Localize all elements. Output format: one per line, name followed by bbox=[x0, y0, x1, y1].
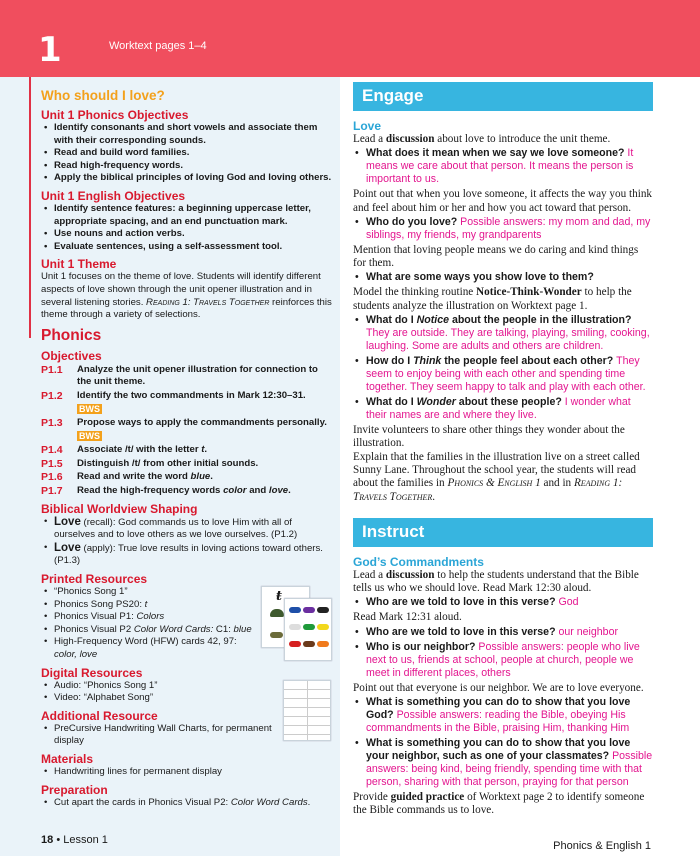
text-run: . bbox=[210, 471, 213, 483]
text-run: our neighbor bbox=[558, 625, 618, 638]
text-run: (apply): True love results in loving actions toward others. (P1.3) bbox=[54, 542, 323, 567]
text-run: Apply the biblical principles of loving God and loving others. bbox=[54, 172, 332, 184]
text-run: Lead a bbox=[353, 568, 386, 581]
text-run: blue bbox=[190, 471, 211, 483]
text-run: Invite volunteers to share other things they wonder about the illustration. bbox=[353, 424, 625, 450]
text-run: Who are we told to love in this verse? bbox=[366, 625, 559, 638]
objective-item bbox=[41, 417, 333, 443]
text-run: High-Frequency Word (HFW) cards 42, 97: bbox=[54, 636, 237, 648]
objective-code: P1.3 bbox=[41, 417, 63, 430]
objective-code: P1.1 bbox=[41, 363, 63, 376]
text-run: of Worktext page 2 to identify someone the Bible commands us to love. bbox=[353, 791, 645, 817]
text-run: Reading 1: Travels Together bbox=[353, 477, 623, 503]
section-heading: Unit 1 Theme bbox=[41, 257, 117, 272]
paragraph bbox=[353, 451, 653, 504]
text-run: Phonics Visual P2 bbox=[54, 623, 134, 635]
section-heading: Preparation bbox=[41, 782, 108, 797]
text-run: Possible answers: being kind, being friendly, spending time with that person, sharing with that person, praying for that person bbox=[366, 750, 653, 789]
list-item bbox=[41, 542, 333, 568]
list-item bbox=[41, 147, 333, 160]
list-item bbox=[41, 228, 333, 241]
text-run: They seem to enjoy being with each other and spending time together. They seem happy to talk and play with each other. bbox=[366, 355, 646, 394]
bullet-list bbox=[353, 314, 653, 422]
objective-text bbox=[77, 485, 291, 498]
list-item bbox=[41, 692, 333, 705]
text-run: Provide bbox=[353, 791, 391, 804]
list-item bbox=[353, 216, 653, 242]
text-run: Mention that loving people means we do caring and kind things for them. bbox=[353, 243, 639, 270]
text-run: Possible answers: reading the Bible, obeying His commandments in the Bible, praising Him, thanking Him bbox=[366, 709, 630, 735]
text-run: PreCursive Handwriting Wall Charts, for permanent display bbox=[54, 722, 272, 747]
list-item bbox=[41, 516, 333, 542]
objective-text bbox=[77, 444, 207, 457]
list-item bbox=[41, 122, 333, 147]
text-run: . bbox=[204, 444, 208, 456]
bullet-list bbox=[41, 122, 333, 185]
text-run: C1: bbox=[213, 623, 234, 635]
text-run: Identify consonants and short vowels and associate them with their corresponding sounds. bbox=[54, 122, 318, 146]
text-run: . bbox=[432, 490, 436, 503]
section-heading: God’s Commandments bbox=[353, 554, 484, 569]
text-run: Point out that everyone is our neighbor. We are to love everyone. bbox=[353, 681, 644, 694]
text-run: about love to introduce the unit theme. bbox=[434, 133, 611, 145]
text-run: Who is our neighbor? bbox=[366, 640, 479, 653]
list-item bbox=[41, 241, 333, 254]
text-run: reinforces this theme through a variety of selections. bbox=[41, 296, 332, 321]
list-item bbox=[353, 314, 653, 353]
section-banner: Engage bbox=[353, 82, 653, 111]
text-run: color, love bbox=[54, 649, 98, 660]
bullet-list bbox=[41, 680, 333, 705]
section-heading: Biblical Worldview Shaping bbox=[41, 501, 198, 516]
text-run: to help the students understand that the Bible tells us who we should love. Read Mark 12:30 aloud. bbox=[353, 568, 639, 595]
text-run: . bbox=[307, 796, 311, 808]
text-run: the people feel about each other? bbox=[441, 355, 617, 368]
bullet-list bbox=[41, 586, 333, 662]
text-run: and in bbox=[540, 477, 574, 490]
text-run: love bbox=[268, 485, 289, 497]
list-item bbox=[41, 203, 333, 228]
text-run: Point out that when you love someone, it affects the way you think and feel about him or her and how you act toward that person. bbox=[353, 188, 653, 214]
text-run: “Phonics Song 1” bbox=[54, 586, 128, 598]
text-run: Color Word Cards bbox=[230, 796, 308, 808]
bullet-list bbox=[353, 626, 653, 680]
bullet-list bbox=[41, 766, 333, 779]
list-item bbox=[353, 396, 653, 422]
bullet-list bbox=[353, 147, 653, 186]
text-run: guided practice bbox=[390, 791, 465, 804]
text-run: about the people in the illustration? bbox=[449, 314, 632, 327]
text-run: God bbox=[558, 596, 579, 609]
unit-header bbox=[0, 0, 700, 77]
text-run: Unit 1 focuses on the theme of love. Students will identify different aspects of love shown through the unit opener illustration and in several listening stories. bbox=[41, 271, 321, 308]
list-item bbox=[41, 680, 333, 693]
paragraph bbox=[353, 188, 653, 215]
text-run: Identify the two commandments in Mark 12:30–31. bbox=[77, 389, 306, 401]
section-heading: Additional Resource bbox=[41, 708, 158, 723]
list-item bbox=[353, 737, 653, 789]
footer-left bbox=[41, 833, 333, 847]
objective-text bbox=[77, 364, 333, 389]
text-run: t bbox=[201, 444, 205, 456]
text-run: How do I bbox=[366, 355, 414, 368]
text-run: What are some ways you show love to them? bbox=[366, 271, 594, 284]
text-run: Identify sentence features: a beginning uppercase letter, appropriate spacing, and an end punctuation mark. bbox=[54, 202, 311, 227]
text-run: BWS bbox=[79, 403, 100, 414]
spacer bbox=[353, 504, 653, 518]
text-run: Explain that the families in the illustration live on a street called Sunny Lane. Throughout the school year, the students will read about the families in bbox=[353, 450, 640, 490]
paragraph bbox=[353, 286, 653, 313]
text-run: Phonics Song PS20: bbox=[54, 598, 145, 610]
text-run: Handwriting lines for permanent display bbox=[54, 765, 222, 777]
text-run: Read the high-frequency words bbox=[77, 485, 224, 497]
paragraph bbox=[353, 133, 653, 146]
objective-text bbox=[77, 390, 333, 416]
paragraph bbox=[41, 271, 333, 321]
list-item bbox=[353, 696, 653, 735]
letter-t-glyph: ŧ bbox=[276, 589, 283, 605]
text-run: t bbox=[144, 598, 148, 610]
list-item bbox=[41, 611, 333, 624]
list-item bbox=[41, 586, 333, 599]
text-run: Distinguish /t/ from other initial sounds. bbox=[77, 457, 259, 469]
objective-text bbox=[77, 458, 258, 471]
bullet-list bbox=[353, 271, 653, 284]
list-item bbox=[353, 147, 653, 186]
text-run: blue bbox=[233, 623, 252, 635]
footer-separator: • bbox=[56, 834, 61, 847]
list-item bbox=[41, 172, 333, 185]
text-run: Love bbox=[54, 541, 81, 554]
list-item bbox=[41, 636, 333, 661]
bullet-list bbox=[41, 797, 333, 810]
list-item bbox=[353, 271, 653, 284]
paragraph bbox=[353, 569, 653, 596]
text-run: What is something you can do to show that you love your neighbor, such as one of your classmates? bbox=[366, 737, 631, 763]
objective-code: P1.4 bbox=[41, 444, 63, 457]
text-run: Read Mark 12:31 aloud. bbox=[353, 611, 462, 624]
list-item bbox=[41, 160, 333, 173]
unit-number: 1 bbox=[38, 30, 62, 70]
text-run: (recall): God commands us to love Him with all of ourselves and to love others as we love ourselves. (P1.2) bbox=[54, 516, 298, 541]
bullet-list bbox=[353, 696, 653, 789]
text-run: Think bbox=[413, 355, 442, 368]
text-run: What does it mean when we say we love someone? bbox=[366, 147, 628, 160]
text-run: Possible answers: people who live next to us, friends at school, people at church, people we meet in different places, others bbox=[366, 640, 640, 679]
text-run: Evaluate sentences, using a self-assessment tool. bbox=[54, 240, 283, 252]
paragraph bbox=[353, 424, 653, 451]
list-item bbox=[353, 626, 653, 639]
list-item bbox=[353, 596, 653, 609]
bullet-list bbox=[353, 216, 653, 242]
text-run: What do I bbox=[366, 396, 417, 409]
list-item bbox=[41, 797, 333, 810]
bullet-list bbox=[353, 596, 653, 609]
text-run: Cut apart the cards in Phonics Visual P2: bbox=[54, 796, 231, 808]
section-heading: Unit 1 English Objectives bbox=[41, 188, 186, 203]
lesson-content bbox=[353, 82, 653, 852]
section-heading: Digital Resources bbox=[41, 665, 143, 680]
paragraph bbox=[353, 791, 653, 818]
text-run: Who are we told to love in this verse? bbox=[366, 596, 559, 609]
text-run: Read and build word families. bbox=[54, 147, 190, 159]
text-run: discussion bbox=[385, 568, 435, 581]
objective-code: P1.7 bbox=[41, 485, 63, 498]
text-run: Phonics & English 1 bbox=[447, 477, 541, 490]
section-banner: Instruct bbox=[353, 518, 653, 547]
text-run: It means we care about that person. It means the person is important to us. bbox=[366, 147, 634, 186]
objective-item bbox=[41, 444, 333, 457]
text-run: Love bbox=[54, 515, 81, 528]
list-item bbox=[353, 641, 653, 680]
bullet-list bbox=[41, 516, 333, 568]
lesson-overview bbox=[41, 88, 333, 847]
text-run: They are outside. They are talking, playing, smiling, cooking, laughing. Some are adults and others are children. bbox=[366, 327, 650, 353]
text-run: Color Word Cards: bbox=[133, 623, 214, 635]
lesson-label: Lesson 1 bbox=[63, 834, 108, 847]
objective-text bbox=[77, 471, 213, 484]
objective-item bbox=[41, 364, 333, 389]
paragraph bbox=[353, 244, 653, 271]
text-run: What do I bbox=[366, 314, 417, 327]
objective-item bbox=[41, 485, 333, 498]
objective-code: P1.6 bbox=[41, 471, 63, 484]
divider bbox=[29, 77, 31, 338]
text-run: Video: “Alphabet Song” bbox=[54, 692, 154, 704]
section-heading: Who should I love? bbox=[41, 88, 165, 103]
page-number: 18 bbox=[41, 834, 54, 847]
objective-code: P1.5 bbox=[41, 457, 63, 470]
text-run: Use nouns and action verbs. bbox=[54, 228, 185, 240]
section-heading: Objectives bbox=[41, 348, 102, 363]
text-run: Colors bbox=[136, 611, 165, 623]
text-run: discussion bbox=[385, 133, 435, 145]
text-run: Propose ways to apply the commandments personally. bbox=[77, 417, 327, 429]
text-run: What is something you can do to show that you love God? bbox=[366, 696, 631, 722]
text-run: Possible answers: my mom and dad, my siblings, my friends, my grandparents bbox=[366, 215, 651, 241]
objective-code: P1.2 bbox=[41, 389, 63, 402]
list-item bbox=[41, 624, 333, 637]
list-item bbox=[41, 766, 333, 779]
section-heading: Love bbox=[353, 119, 382, 133]
text-run: BWS bbox=[79, 430, 100, 441]
objective-text bbox=[77, 417, 333, 443]
text-run: Notice-Think-Wonder bbox=[476, 286, 582, 299]
list-item bbox=[353, 355, 653, 394]
text-run: Associate /t/ with the letter bbox=[77, 444, 202, 456]
text-run: Read high-frequency words. bbox=[54, 159, 184, 171]
text-run: Analyze the unit opener illustration for connection to the unit theme. bbox=[77, 363, 318, 388]
worktext-pages: Worktext pages 1–4 bbox=[109, 40, 207, 52]
section-heading: Printed Resources bbox=[41, 572, 148, 587]
text-run: . bbox=[288, 485, 291, 497]
text-run: Model the thinking routine bbox=[353, 286, 477, 299]
text-run: and bbox=[246, 485, 269, 497]
paragraph bbox=[353, 611, 653, 624]
bullet-list bbox=[41, 203, 333, 253]
text-run: I wonder what their names are and where they live. bbox=[366, 396, 631, 422]
text-run: Reading 1: Travels Together bbox=[146, 296, 270, 308]
text-run: Lead a bbox=[353, 133, 386, 145]
paragraph bbox=[353, 682, 653, 695]
objective-item bbox=[41, 390, 333, 416]
section-heading: Phonics bbox=[41, 326, 102, 344]
text-run: Notice bbox=[416, 314, 449, 327]
list-item bbox=[41, 723, 333, 748]
section-heading: Unit 1 Phonics Objectives bbox=[41, 108, 189, 122]
text-run: about these people? bbox=[455, 396, 565, 409]
text-run: Wonder bbox=[416, 396, 456, 409]
book-title: Phonics & English 1 bbox=[553, 839, 651, 852]
bullet-list bbox=[41, 723, 333, 748]
list-item bbox=[41, 599, 333, 612]
text-run: color bbox=[223, 485, 247, 497]
text-run: Who do you love? bbox=[366, 215, 461, 228]
text-run: to help the students analyze the illustration on Worktext page 1. bbox=[353, 286, 632, 312]
objective-item bbox=[41, 458, 333, 471]
text-run: Audio: “Phonics Song 1” bbox=[54, 679, 158, 691]
text-run: Read and write the word bbox=[77, 471, 191, 483]
objective-item bbox=[41, 471, 333, 484]
section-heading: Materials bbox=[41, 751, 94, 766]
text-run: Phonics Visual P1: bbox=[54, 611, 137, 623]
